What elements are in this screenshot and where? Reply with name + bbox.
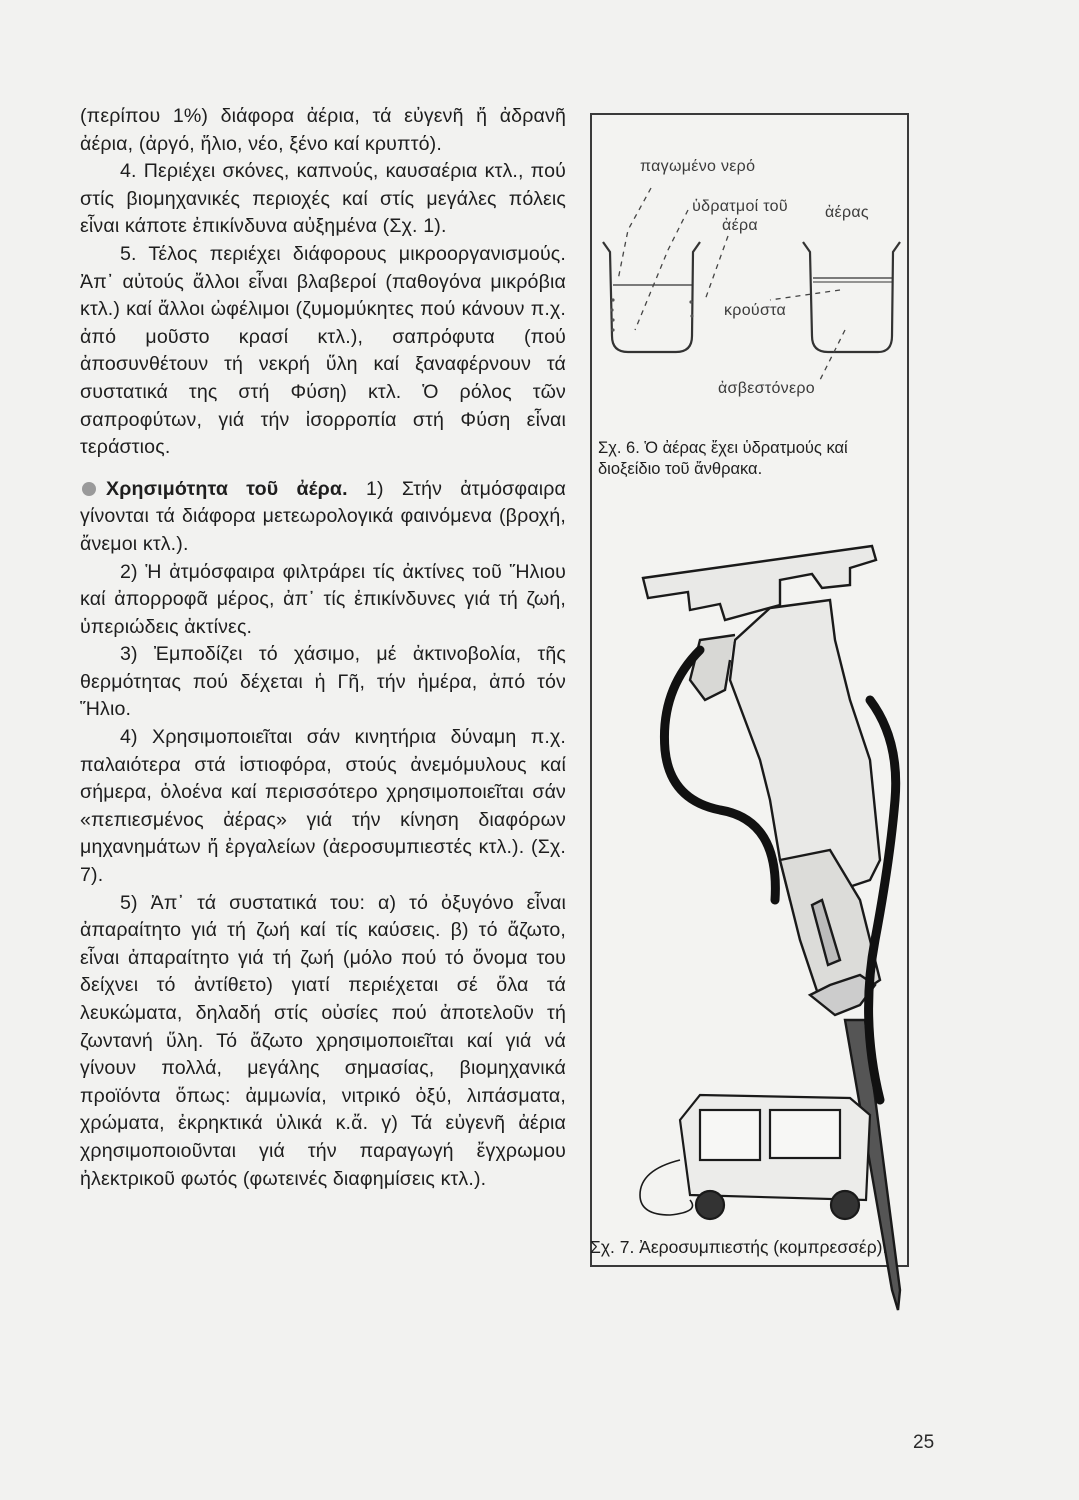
point-4: 4) Χρησιμοποιεῖται σάν κινητήρια δύναμη π.χ. παλαιότερα στά ἱστιοφόρα, στούς ἀνεμόμυλους καί σήμερα, ὁλοένα καί περισσότερο χρησιμοποιεῖται σάν «πεπιεσμένος ἀέρας» γιά τήν κίνηση διαφόρων μηχανημάτων ἤ ἐργαλείων (ἀεροσυμπιεστές κτλ.). (Σχ. 7). <box>80 726 566 887</box>
beaker-limewater-icon <box>803 242 900 352</box>
section-intro: 1) Στήν ἀτμόσφαιρα γίνονται τά διάφορα μετεωρολογικά φαινόμενα (βροχή, ἄνεμοι κτλ.). <box>80 477 566 555</box>
figure-6-caption: Σχ. 6. Ὁ ἀέρας ἔχει ὑδρατμούς καί διοξείδιο τοῦ ἄνθρακα. <box>598 439 848 478</box>
point-5: 5) Ἀπ᾽ τά συστατικά του: α) τό ὀξυγόνο εἶναι ἀπαραίτητο γιά τή ζωή καί τίς καύσεις. β) τό ἄζωτο, εἶναι ἀπαραίτητο γιά τή ζωή (μόλο πού τό ὄνομα του δείχνει τό ἀντίθετο) γιατί περιέχεται σέ ὅλα τά λευκώματα, δηλαδή στίς οὐσίες πού ἀποτελοῦν τή ζωντανή ὕλη. Τό ἄζωτο χρησιμοποιεῖται καί γιά νά γίνουν πολλά, μεγάλης σημασίας, βιομηχανικά προϊόντα ὅπως: ἀμμωνία, νιτρικό ὀξύ, λιπάσματα, χρώματα, ἐκρηκτικά ὑλικά κ.ἄ. γ) Τά εὐγενῆ ἀέρια χρησιμοποιοῦνται γιά τήν παραγωγή ἔγχρωμου ἠλεκτρικοῦ φωτός (φωτεινές διαφημίσεις κτλ.). <box>80 891 566 1190</box>
paragraph-item-5: 5. Τέλος περιέχει διάφορους μικροοργανισμούς. Ἀπ᾽ αὐτούς ἄλλοι εἶναι βλαβεροί (παθογόνα μικρόβια κτλ.) καί ἄλλοι ὠφέλιμοι (ζυμομύκητες πού κάνουν π.χ. ἀπό μοῦστο κρασί κτλ.), σαπρόφυτα (πού ἀποσυνθέτουν τή νεκρή ὕλη καί ξαναφέρνουν τά συστατικά της στή Φύση) κτλ. Ὁ ρόλος τῶν σαπροφύτων, γιά τήν ἰσορροπία στή Φύση εἶναι τεράστιος. <box>80 242 566 459</box>
compressor-icon <box>640 1095 870 1219</box>
label-crust: κρούστα <box>724 302 787 319</box>
label-air: ἀέρας <box>825 204 869 221</box>
paragraph-continued: (περίπου 1%) διάφορα ἀέρια, τά εὐγενῆ ἤ ἀδρανῆ ἀέρια, (ἀργό, ἥλιο, νέο, ξένο καί κρυπτό). <box>80 105 566 155</box>
point-2: 2) Ἡ ἀτμόσφαιρα φιλτράρει τίς ἀκτίνες τοῦ Ἥλιου καί ἀπορροφᾶ μέρος, ἀπ᾽ τίς ἐπικίνδυνες γιά τή ζωή, ὑπεριώδεις ἀκτίνες. <box>80 560 566 638</box>
paragraph-item-4: 4. Περιέχει σκόνες, καπνούς, καυσαέρια κτλ., πού στίς βιομηχανικές περιοχές καί στίς μεγάλες πόλεις εἶναι κάποτε ἐπικίνδυνα αὐξημένα (Σχ. 1). <box>80 160 566 238</box>
figure-7-caption: Σχ. 7. Ἀεροσυμπιεστής (κομπρεσσέρ). <box>590 1237 888 1257</box>
droplets-icon <box>610 298 693 331</box>
beaker-icon <box>603 242 700 352</box>
label-water-vapor: ὑδρατμοί τοῦ ἀέρα <box>692 198 788 234</box>
page-number: 25 <box>913 1432 935 1453</box>
section-heading: Χρησιμότητα τοῦ ἀέρα. <box>106 477 348 500</box>
label-limewater: ἀσβεστόνερο <box>718 380 815 397</box>
label-frozen-water: παγωμένο νερό <box>640 158 756 175</box>
point-3: 3) Ἐμποδίζει τό χάσιμο, μέ ἀκτινοβολία, τῆς θερμότητας πού δέχεται ἡ Γῆ, τήν ἡμέρα, ἀπό τόν Ἥλιο. <box>80 643 566 721</box>
